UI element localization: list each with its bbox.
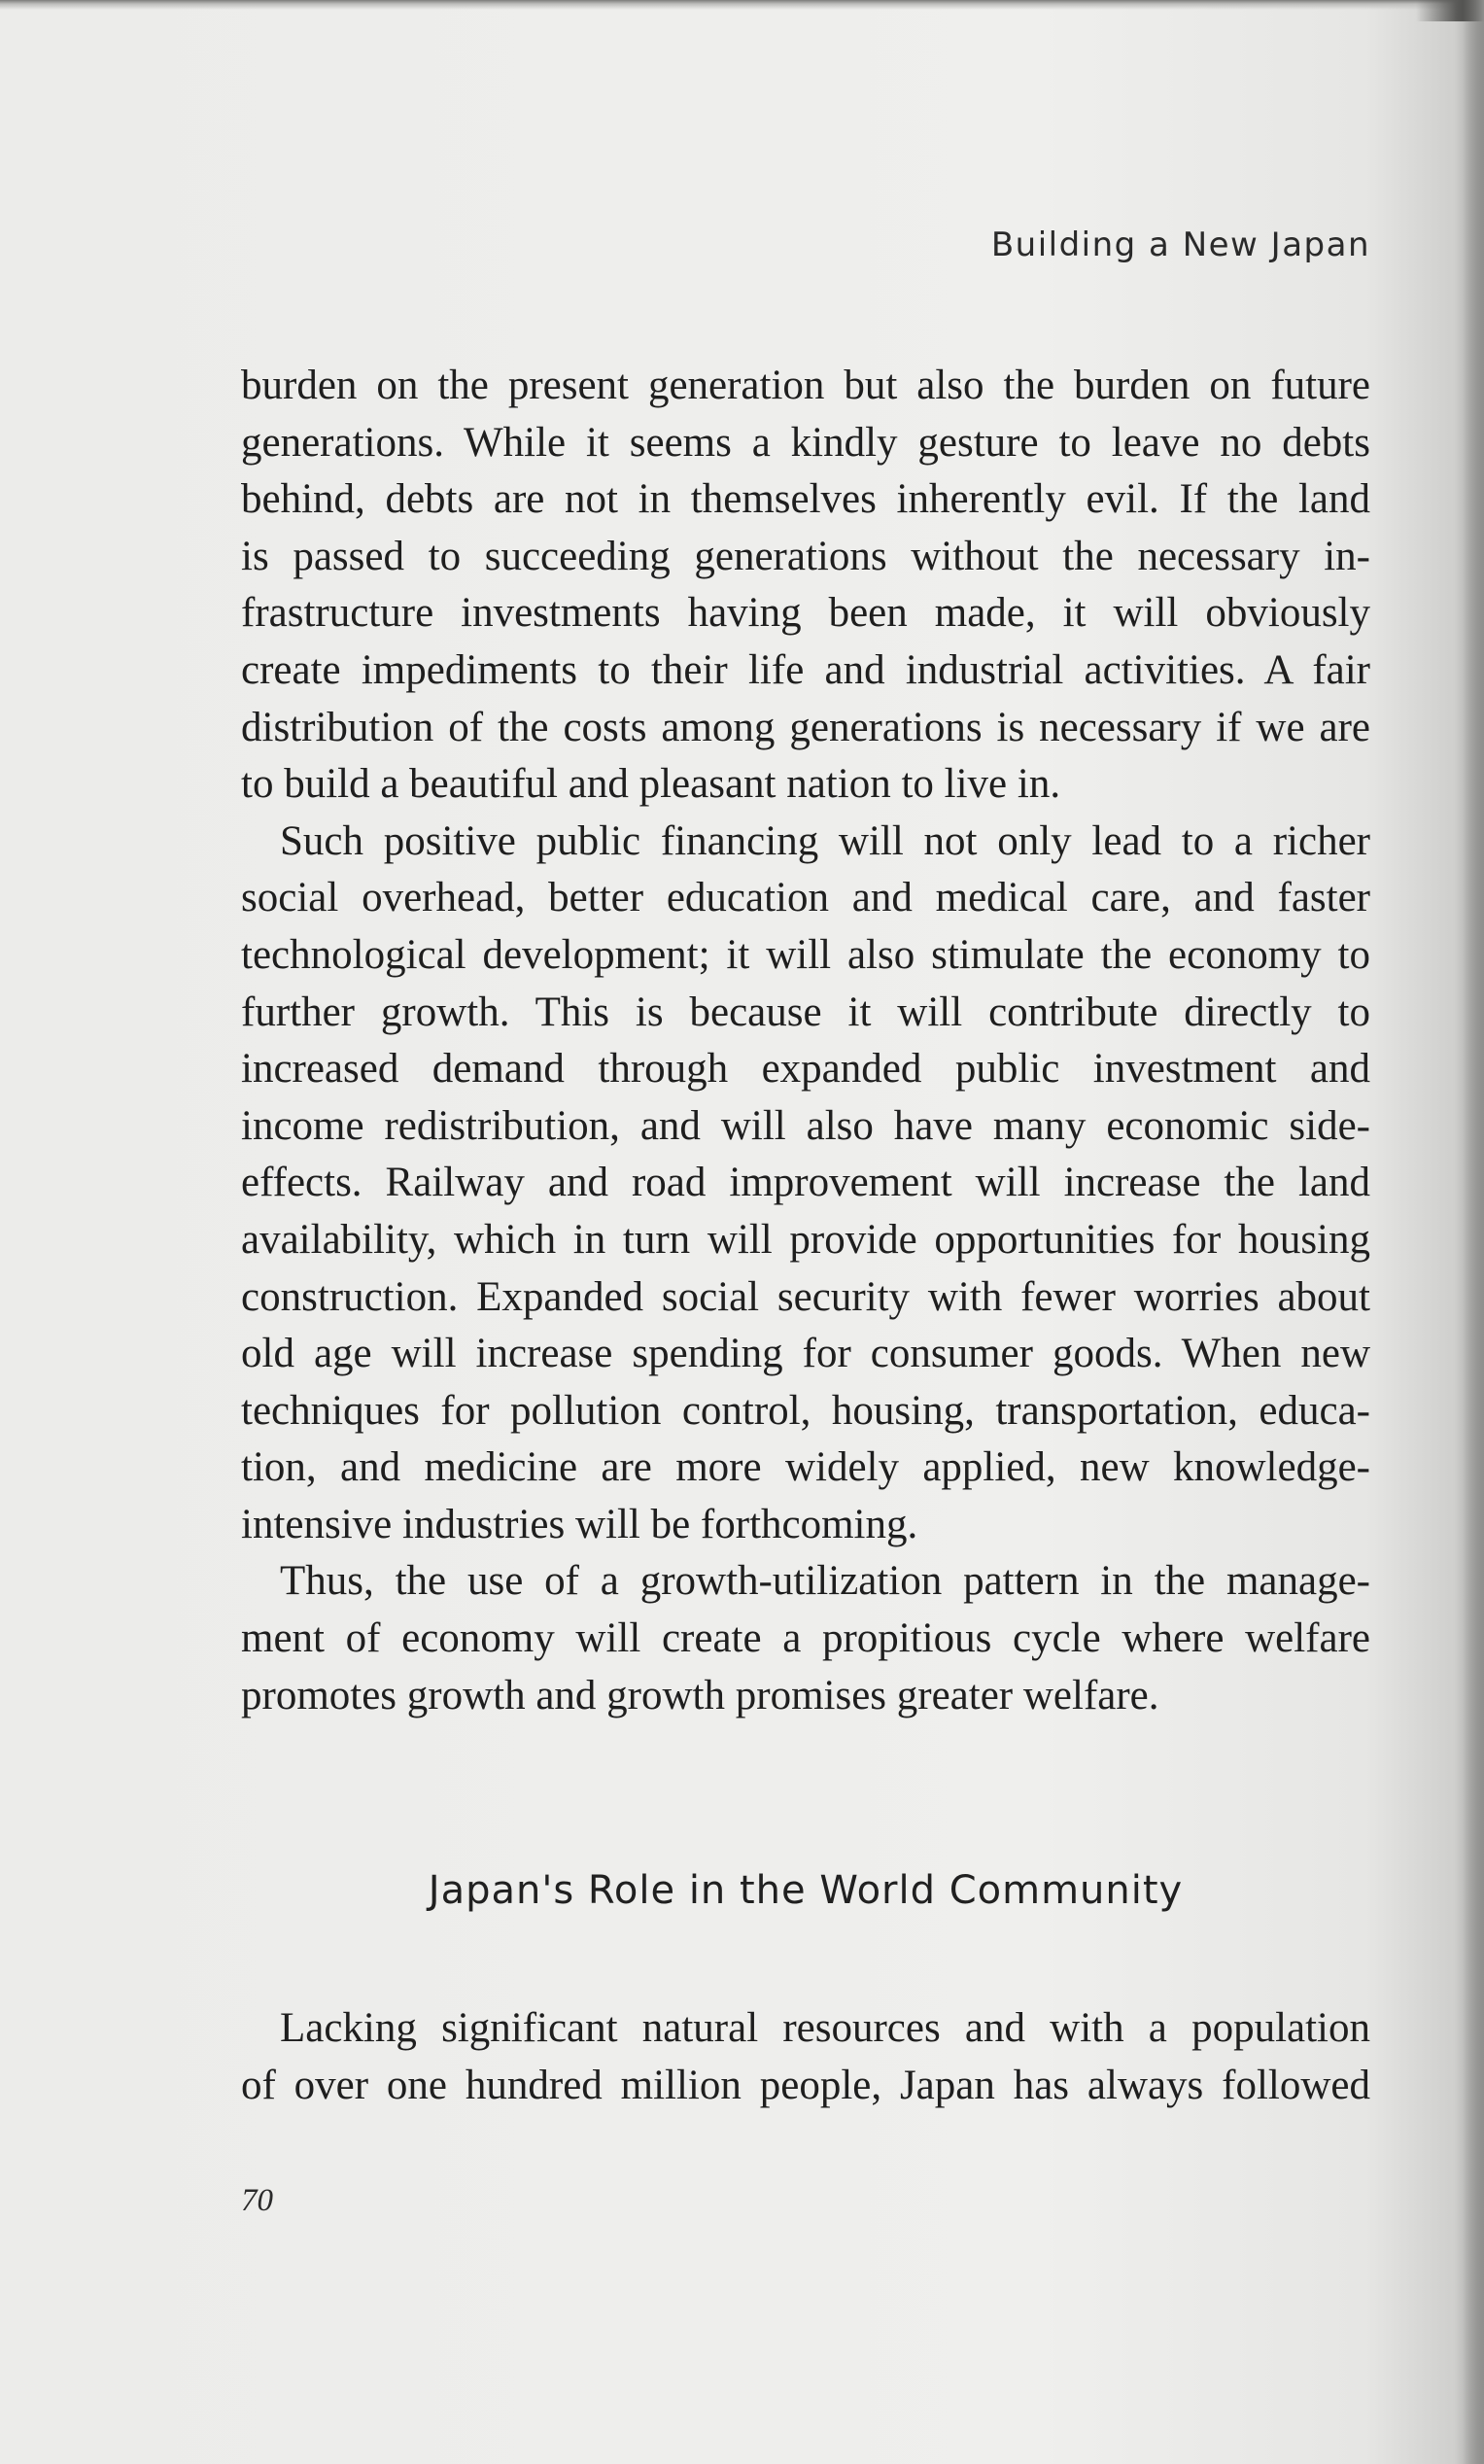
page-gutter-shadow [1463, 0, 1484, 2464]
text-line: old age will increase spending for consumer goods. When new [241, 1331, 1370, 1377]
text-line: technological development; it will also stimulate the economy to [241, 931, 1370, 978]
text-line: construction. Expanded social security with fewer worries about [241, 1273, 1370, 1320]
text-line: to build a beautiful and pleasant nation to live in. [241, 761, 1061, 808]
text-line: Thus, the use of a growth-utilization pattern in the manage- [280, 1558, 1370, 1605]
text-line: behind, debts are not in themselves inherently evil. If the land [241, 476, 1370, 523]
text-line: burden on the present generation but also the burden on future [241, 363, 1370, 408]
text-line: Such positive public financing will not only lead to a richer [280, 817, 1370, 864]
section-heading: Japan's Role in the World Community [428, 1868, 1184, 1913]
paragraph [241, 814, 1370, 1554]
section-body-text [241, 2000, 1370, 2114]
text-line: frastructure investments having been made, it will obviously [241, 590, 1370, 637]
text-line: intensive industries will be forthcoming. [241, 1501, 918, 1547]
text-line: create impediments to their life and industrial activities. A fair [241, 646, 1370, 693]
page-top-shadow [0, 0, 1484, 10]
text-line: Lacking significant natural resources and with a population [280, 2005, 1370, 2051]
text-line: effects. Railway and road improvement will increase the land [241, 1160, 1370, 1206]
paragraph [241, 2000, 1370, 2114]
text-line: generations. While it seems a kindly gesture to leave no debts [241, 419, 1370, 466]
text-line: income redistribution, and will also have many economic side- [241, 1102, 1370, 1149]
text-line: tion, and medicine are more widely applied, new knowledge- [241, 1444, 1370, 1491]
text-line: further growth. This is because it will contribute directly to [241, 989, 1370, 1035]
text-line: availability, which in turn will provide opportunities for housing [241, 1216, 1370, 1263]
running-head: Building a New Japan [990, 226, 1370, 264]
text-line: is passed to succeeding generations without the necessary in- [241, 533, 1370, 579]
text-line: promotes growth and growth promises greater welfare. [241, 1672, 1159, 1718]
text-line: increased demand through expanded public investment and [241, 1046, 1370, 1093]
text-line: ment of economy will create a propitious cycle where welfare [241, 1615, 1370, 1662]
text-line: social overhead, better education and medical care, and faster [241, 875, 1370, 921]
paragraph [241, 358, 1370, 814]
text-line: distribution of the costs among generations is necessary if we are [241, 704, 1370, 750]
page-number: 70 [241, 2183, 273, 2218]
paragraph [241, 1553, 1370, 1724]
body-text [241, 358, 1370, 1724]
text-line: of over one hundred million people, Japan has always followed [241, 2062, 1370, 2108]
text-line: techniques for pollution control, housing, transportation, educa- [241, 1387, 1370, 1434]
